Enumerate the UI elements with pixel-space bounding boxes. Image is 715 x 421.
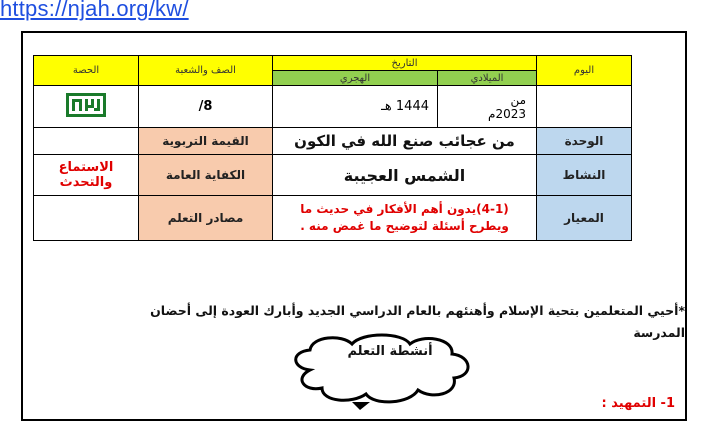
intro-paragraph: *أحيي المتعلمين بتحية الإسلام وأهنئهم بالعام الدراسي الجديد وأبارك العودة إلى أحضان المدرسة — [150, 303, 685, 340]
hijri-value: 1444 هـ — [273, 86, 438, 128]
activity-value: الشمس العجيبة — [273, 155, 537, 196]
standard-value: (4-1)يدون أهم الأفكار في حديث ما ويطرح أسئلة لتوضيح ما غمض منه . — [273, 196, 537, 241]
unit-value: من عجائب صنع الله في الكون — [273, 128, 537, 155]
general-competency-label: الكفاية العامة — [139, 155, 273, 196]
resources-empty-cell — [34, 196, 139, 241]
lesson-info-table — [33, 55, 632, 241]
cloud-shape-icon — [282, 330, 482, 410]
grade-value: /8 — [139, 86, 273, 128]
header-period: الحصة — [34, 56, 139, 86]
header-hijri: الهجري — [273, 71, 438, 86]
period-empty-cell — [34, 128, 139, 155]
school-logo-icon — [64, 91, 108, 123]
educational-value-label: القيمة التربوية — [139, 128, 273, 155]
header-grade-section: الصف والشعبة — [139, 56, 273, 86]
header-gregorian: الميلادي — [438, 71, 537, 86]
activity-label: النشاط — [537, 155, 632, 196]
unit-label: الوحدة — [537, 128, 632, 155]
learning-activities-title: أنشطة التعلم — [347, 344, 433, 359]
gregorian-value: من 2023م — [438, 86, 537, 128]
source-url[interactable]: https://njah.org/kw/ — [0, 0, 189, 21]
competency-value: الاستماع والتحدث — [34, 155, 139, 196]
school-logo-cell — [34, 86, 139, 128]
learning-resources-label: مصادر التعلم — [139, 196, 273, 241]
day-value — [537, 86, 632, 128]
standard-label: المعيار — [537, 196, 632, 241]
header-date: التاريخ — [273, 56, 537, 71]
header-day: اليوم — [537, 56, 632, 86]
intro-step-label: 1- التمهيد : — [601, 396, 675, 411]
